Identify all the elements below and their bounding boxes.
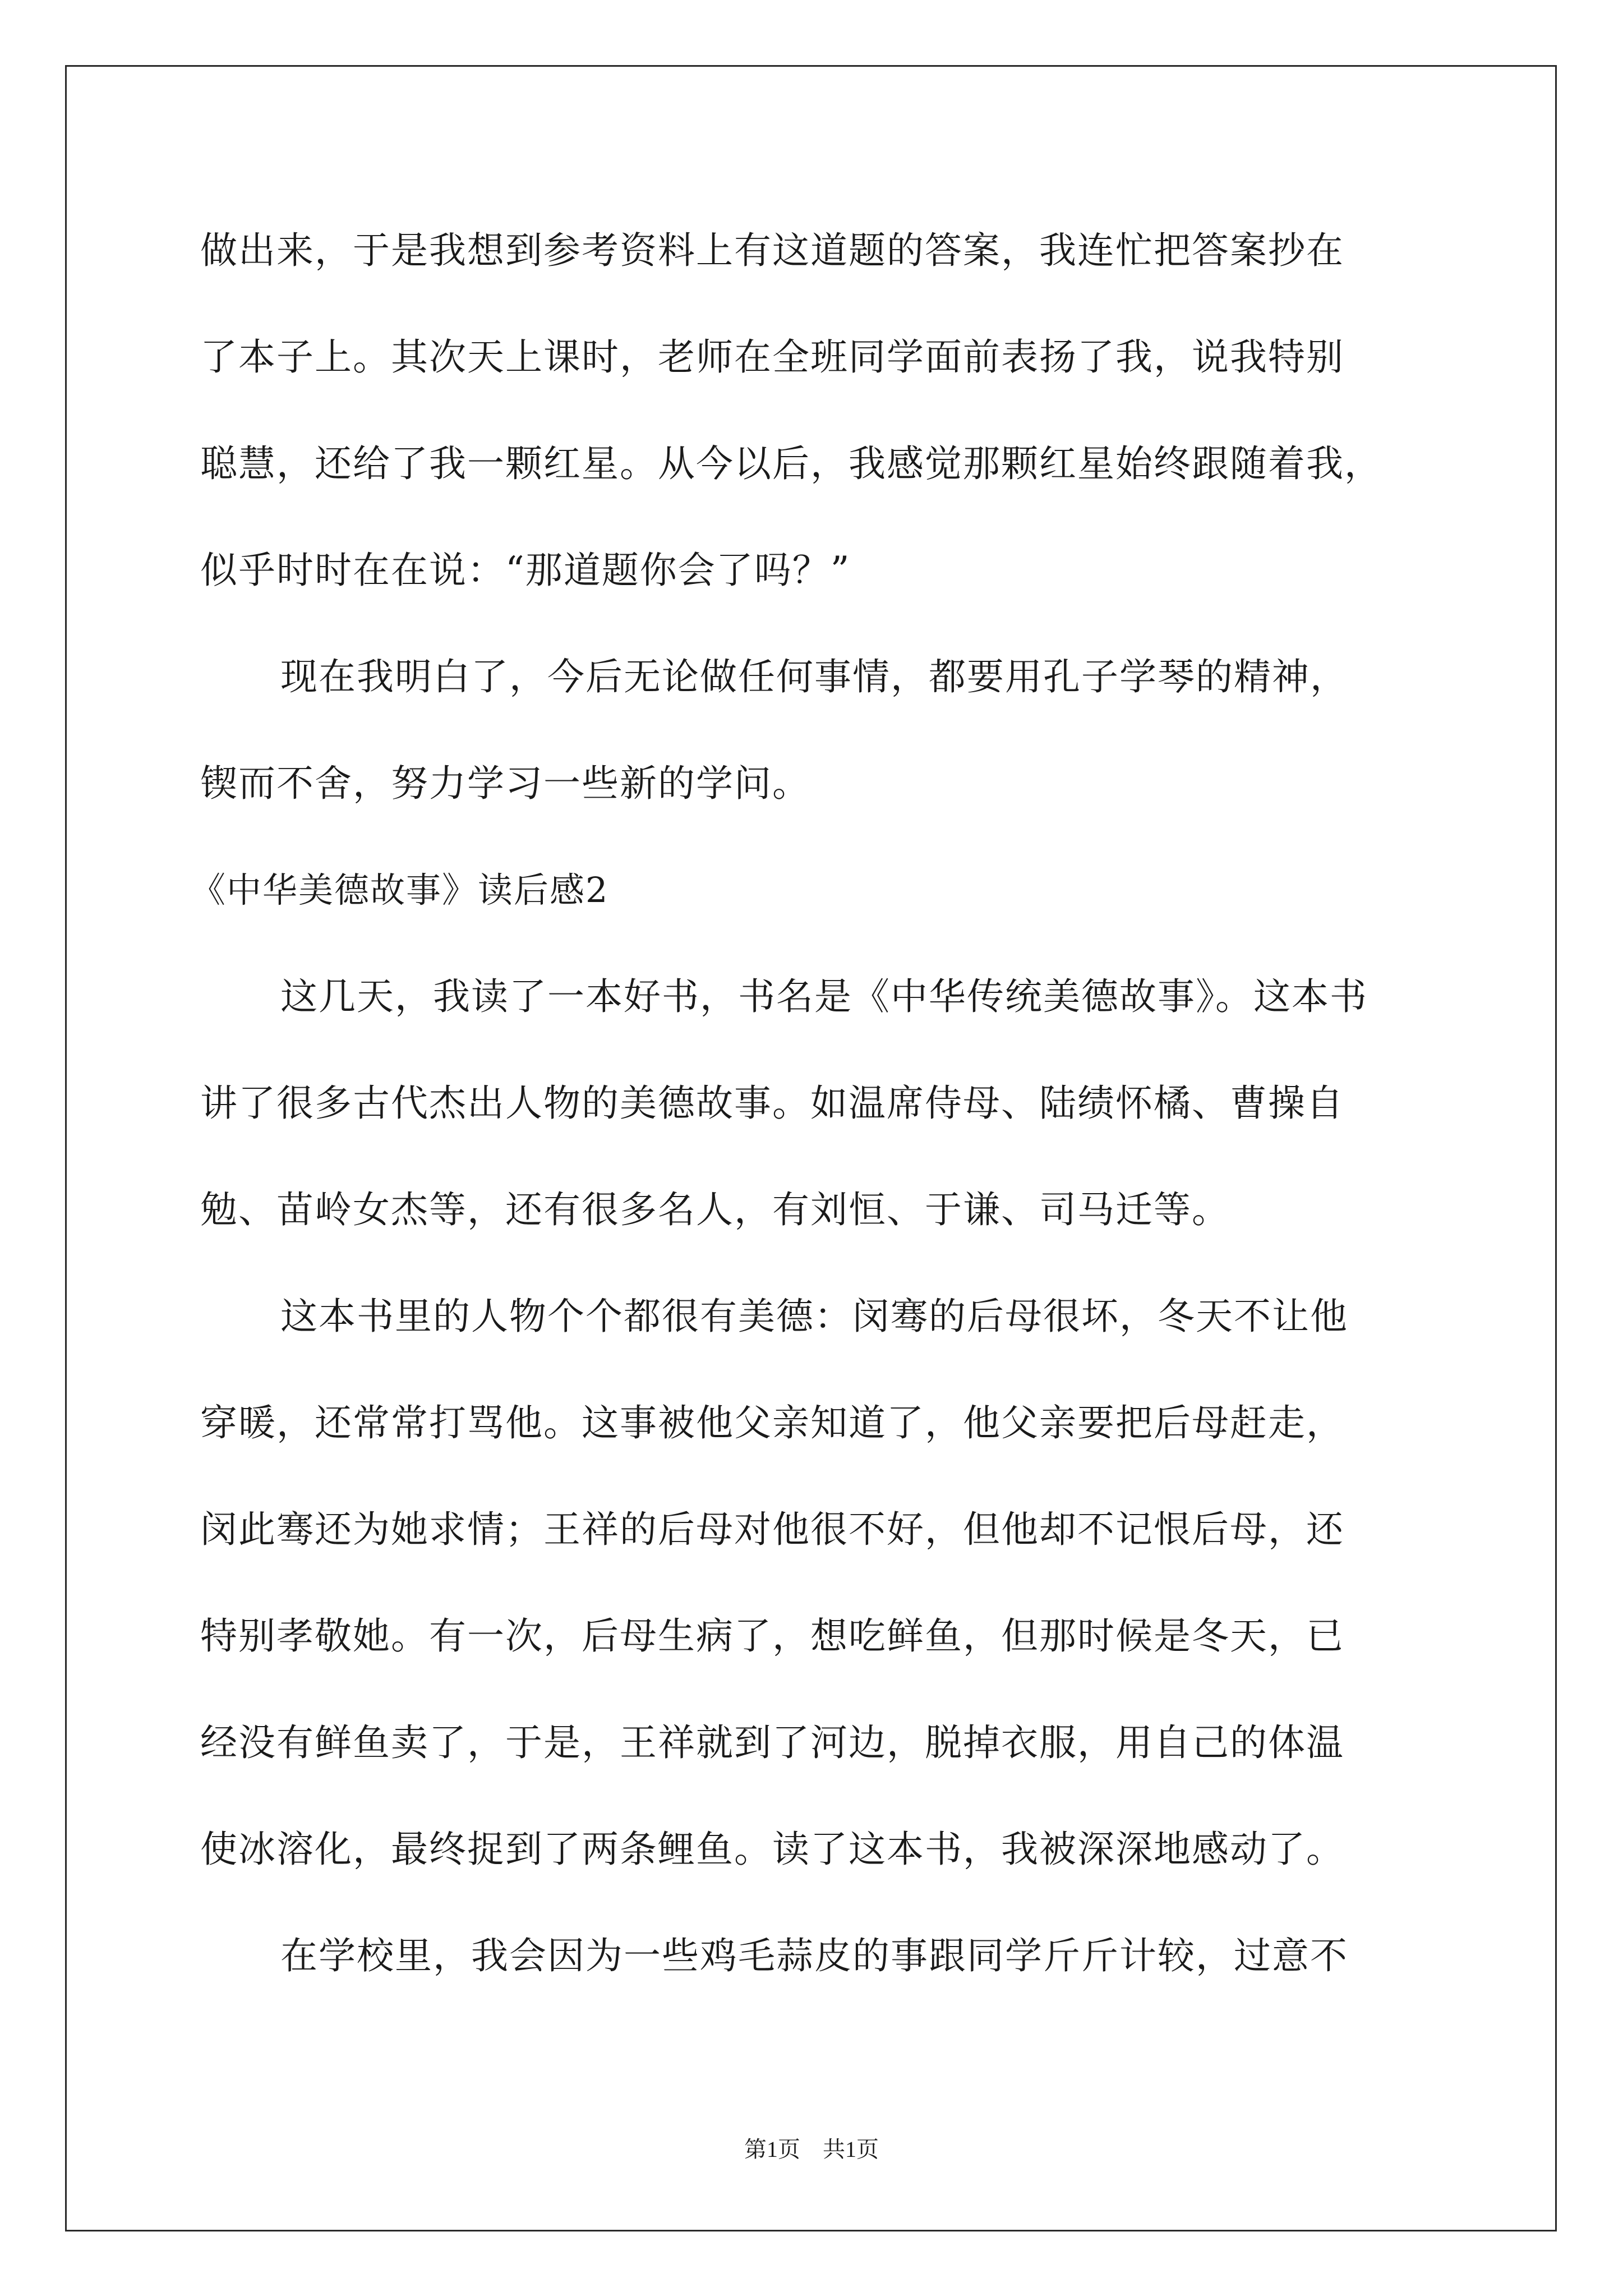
text-line: 聪慧，还给了我一颗红星。从今以后，我感觉那颗红星始终跟随着我， xyxy=(200,442,1382,485)
text-line: 特别孝敬她。有一次，后母生病了，想吃鲜鱼，但那时候是冬天，已 xyxy=(200,1614,1344,1658)
text-line: 做出来，于是我想到参考资料上有这道题的答案，我连忙把答案抄在 xyxy=(200,229,1344,272)
page-number: 第1页 共1页 xyxy=(744,2137,879,2162)
text-line: 在学校里，我会因为一些鸡毛蒜皮的事跟同学斤斤计较，过意不 xyxy=(280,1934,1348,1977)
text-line: 了本子上。其次天上课时，老师在全班同学面前表扬了我，说我特别 xyxy=(200,335,1344,379)
text-line: 这本书里的人物个个都很有美德：闵骞的后母很坏，冬天不让他 xyxy=(280,1295,1348,1338)
text-line: 经没有鲜鱼卖了，于是，王祥就到了河边，脱掉衣服，用自己的体温 xyxy=(200,1721,1344,1764)
page-border xyxy=(65,65,1557,2231)
text-line: 似乎时时在在说：“那道题你会了吗？” xyxy=(200,549,851,592)
text-line: 锲而不舍，努力学习一些新的学问。 xyxy=(200,762,810,805)
text-line: 这几天，我读了一本好书，书名是《中华传统美德故事》。这本书 xyxy=(280,975,1368,1018)
text-line: 现在我明白了，今后无论做任何事情，都要用孔子学琴的精神， xyxy=(280,655,1348,698)
text-line: 讲了很多古代杰出人物的美德故事。如温席侍母、陆绩怀橘、曹操自 xyxy=(200,1082,1344,1125)
text-line: 勉、苗岭女杰等，还有很多名人，有刘恒、于谦、司马迁等。 xyxy=(200,1188,1230,1231)
text-line: 穿暖，还常常打骂他。这事被他父亲知道了，他父亲要把后母赶走， xyxy=(200,1401,1344,1444)
section-heading: 《中华美德故事》读后感2 xyxy=(191,869,609,910)
text-line: 使冰溶化，最终捉到了两条鲤鱼。读了这本书，我被深深地感动了。 xyxy=(200,1828,1344,1871)
text-line: 闵此骞还为她求情；王祥的后母对他很不好，但他却不记恨后母，还 xyxy=(200,1508,1344,1551)
